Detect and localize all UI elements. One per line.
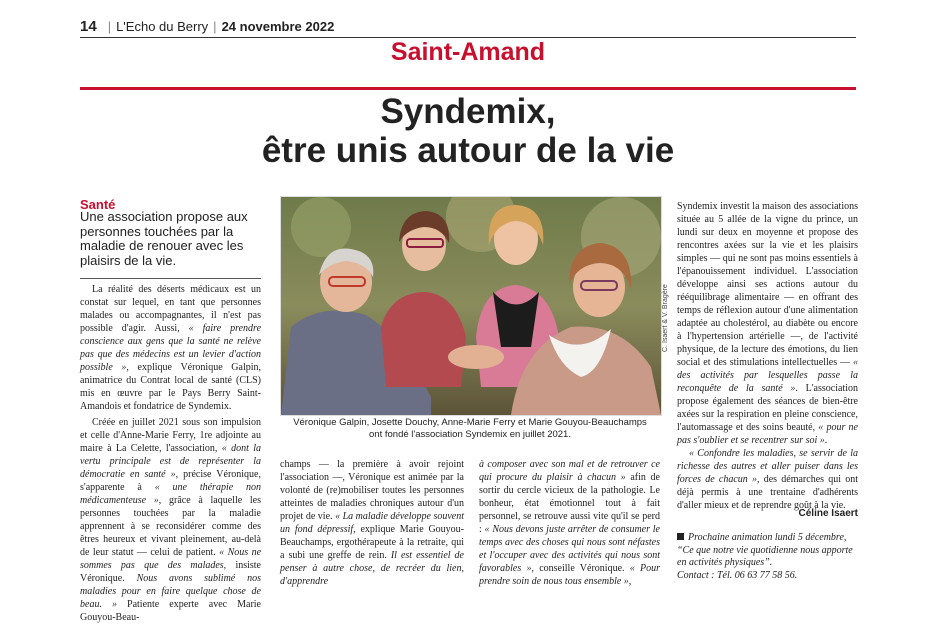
publication-name: L'Echo du Berry: [116, 19, 209, 34]
page-number: 14: [80, 18, 97, 35]
group-photo-illustration: [281, 197, 661, 415]
caption-line-2: ont fondé l'association Syndemix en juillet 2021.: [369, 429, 571, 440]
section-title: Saint-Amand: [390, 38, 546, 66]
info-line-2: “Ce que notre vie quotidienne nous apporte en activités physiques”.: [677, 544, 853, 568]
article-photo: [280, 196, 662, 416]
caption-line-1: Véronique Galpin, Josette Douchy, Anne-Marie Ferry et Marie Gouyou-Beauchamps: [293, 417, 647, 428]
paragraph: Syndemix investit la maison des associations située au 5 allée de la vigne du prince, un lundi sur deux en moyenne et propose des rencontres axées sur la vie et les plaisirs simples — qui ne sont pas moins essentiels à l'épanouissement individuel. L'association développe ainsi ses actions autour du rééquilibrage alimentaire — en offrant des temps de réflexion autour d'une alimentation adaptée au cholestérol, au diabète ou encore à l'hypertension artérielle —, de l'activité physique, de la lecture des émotions, du lien social et des stimulations intellectuelles — « des activités par lesquelles passe la reconquête de la santé ». L'association propose également des séances de bien-être axées sur la respiration en pleine conscience, l'automassage et des soins beauté, « pour ne pas s'oublier et se recentrer sur soi ».: [677, 201, 858, 446]
section-divider: [80, 87, 856, 90]
paragraph: Créée en juillet 2021 sous son impulsion et celle d'Anne-Marie Ferry, 1re adjointe au maire à La Celette, l'association, « dont la vertu principale est de représenter la démocratie en santé », précise Véronique, s'apparente à « une thérapie non médicamenteuse », grâce à laquelle les personnes touchées par la maladie apprennent à se reconsidérer comme des êtres heureux et vivant pleinement, au-delà de leur statut — celui de patient. « Nous ne sommes pas que des malades, insiste Véronique. Nous avons sublimé nos maladies pour en faire quelque chose de beau. » Patiente experte avec Marie Gouyou-Beau-: [80, 417, 262, 623]
paragraph: à composer avec son mal et de retrouver ce qui procure du plaisir à chacun » afin de sortir du cercle vicieux de la pathologie. Le bonheur, état émotionnel tout à fait personnel, se retrouve aussi vite qu'il se perd : « Nous devons juste arrêter de consumer le temps avec des choses qui nous sont néfastes et l'occuper avec des activités qui nous sont favorables », conseille Véronique. « Pour prendre soin de nous tous ensemble »,: [479, 459, 661, 587]
bullet-square-icon: [677, 533, 684, 540]
info-line-3: Contact : Tél. 06 63 77 58 56.: [677, 569, 798, 581]
info-line-1: Prochaine animation lundi 5 décembre,: [677, 532, 858, 545]
article-headline: [80, 92, 856, 170]
issue-date: 24 novembre 2022: [221, 19, 335, 34]
chapo: Une association propose aux personnes touchées par la maladie de renouer avec les plaisirs de la vie.: [80, 209, 248, 268]
article-column-3: [479, 458, 660, 588]
page-header: 14 | L'Echo du Berry | 24 novembre 2022: [80, 18, 335, 35]
paragraph: La réalité des déserts médicaux est un constat sur lequel, en tant que personnes malades ou accompagnantes, il n'est pas possible d'agir. Aussi, « faire prendre conscience aux gens que la santé ne relève pas que des médecins est un levier d'action possible », explique Véronique Galpin, animatrice du Contrat local de santé (CLS) mis en œuvre par le Pays Berry Saint-Amandois et fondatrice de Syndemix.: [80, 284, 262, 412]
info-box: [677, 532, 858, 582]
photo-caption: [280, 417, 660, 441]
author-signature: Céline Isaert: [798, 508, 858, 519]
headline-line-1: Syndemix,: [380, 92, 556, 131]
article-column-4: [677, 200, 858, 512]
paragraph: « Confondre les maladies, se servir de la richesse des autres et aller puiser dans les forces de chacun », des démarches qui ont déjà permis à une trentaine d'adhérents d'aller mieux et de reprendre goût à la vie.: [677, 448, 858, 511]
kicker: Santé: [80, 197, 116, 212]
paragraph: champs — la première à avoir rejoint l'association —, Véronique est animée par la volonté de (re)mobiliser toutes les personnes atteintes de maladies chroniques autour d'un projet de vie. « La maladie développe souvent un fond dépressif, explique Marie Gouyou-Beauchamps, ergothérapeute à la retraite, qui a subi une greffe de rein. Il est essentiel de penser à autre chose, de recréer du lien, d'apprendre: [280, 459, 465, 587]
article-column-1: [80, 283, 261, 624]
chapo-divider: [80, 278, 261, 279]
article-column-2: [280, 458, 464, 588]
headline-line-2: être unis autour de la vie: [261, 131, 675, 170]
photo-credit: C. Isaert & V. Bragère: [662, 284, 669, 352]
